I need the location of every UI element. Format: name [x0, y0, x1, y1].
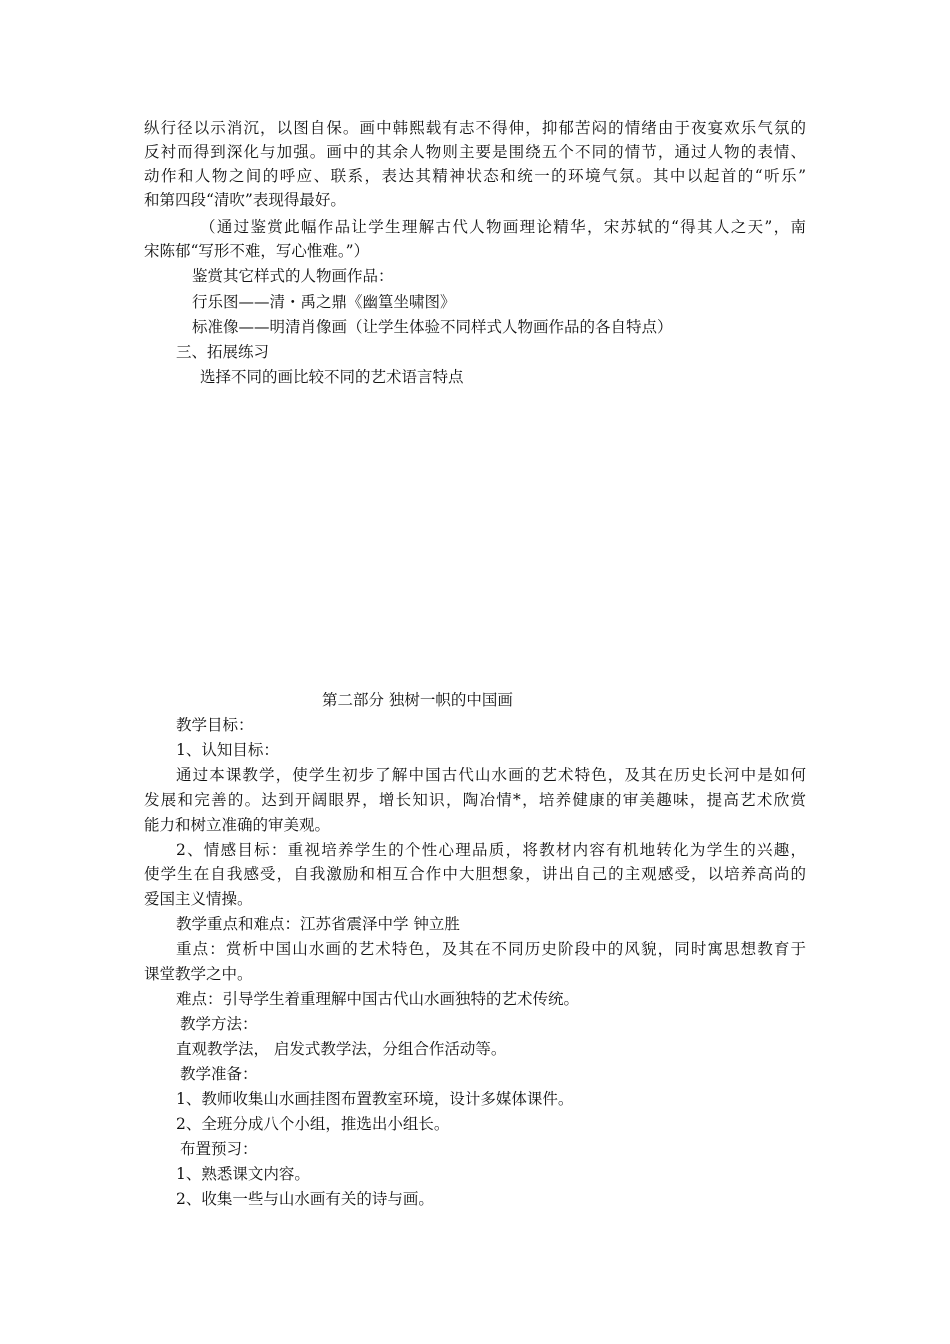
paragraph-line: 重点：赏析中国山水画的艺术特色，及其在不同历史阶段中的风貌，同时寓思想教育于: [176, 940, 806, 958]
paragraph-line: 教学准备：: [180, 1065, 258, 1083]
paragraph-line: 发展和完善的。达到开阔眼界，增长知识，陶冶情*，培养健康的审美趣味，提高艺术欣赏: [144, 791, 806, 809]
paragraph-line: 动作和人物之间的呼应、联系，表达其精神状态和统一的环境气氛。其中以起首的“听乐”: [144, 167, 806, 185]
paragraph-line: 直观教学法， 启发式教学法，分组合作活动等。: [176, 1040, 507, 1058]
section-title: 第二部分 独树一帜的中国画: [322, 691, 513, 709]
paragraph-line: 爱国主义情操。: [144, 890, 253, 908]
paragraph-line: 能力和树立准确的审美观。: [144, 816, 331, 834]
paragraph-line: 教学重点和难点：江苏省震泽中学 钟立胜: [176, 915, 460, 933]
paragraph-line: 宋陈郁“写形不难，写心惟难。”）: [144, 242, 370, 260]
paragraph-line: 鉴赏其它样式的人物画作品：: [192, 267, 394, 285]
paragraph-line: 标准像——明清肖像画（让学生体验不同样式人物画作品的各自特点）: [192, 318, 673, 336]
paragraph-line: 布置预习：: [180, 1140, 258, 1158]
paragraph-line: 行乐图——清・禹之鼎《幽篁坐啸图》: [192, 293, 456, 311]
section-heading: 三、拓展练习: [176, 343, 270, 361]
paragraph-line: 2、收集一些与山水画有关的诗与画。: [176, 1190, 434, 1208]
paragraph-line: 教学方法：: [180, 1015, 258, 1033]
paragraph-line: 1、熟悉课文内容。: [176, 1165, 310, 1183]
paragraph-line: 难点：引导学生着重理解中国古代山水画独特的艺术传统。: [176, 990, 580, 1008]
paragraph-line: 1、认知目标：: [176, 741, 279, 759]
paragraph-line: 反衬而得到深化与加强。画中的其余人物则主要是围绕五个不同的情节，通过人物的表情、: [144, 143, 806, 161]
paragraph-line: 通过本课教学，使学生初步了解中国古代山水画的艺术特色，及其在历史长河中是如何: [176, 766, 806, 784]
paragraph-line: 2、全班分成八个小组，推选出小组长。: [176, 1115, 450, 1133]
paragraph-line: 和第四段“清吹”表现得最好。: [144, 191, 346, 209]
paragraph-line: 教学目标：: [176, 716, 254, 734]
paragraph-line: 2、情感目标：重视培养学生的个性心理品质，将教材内容有机地转化为学生的兴趣，: [176, 841, 806, 859]
paragraph-line: 1、教师收集山水画挂图布置教室环境，设计多媒体课件。: [176, 1090, 574, 1108]
paragraph-line: 使学生在自我感受，自我激励和相互合作中大胆想象，讲出自己的主观感受，以培养高尚的: [144, 865, 806, 883]
paragraph-line: 选择不同的画比较不同的艺术语言特点: [200, 368, 464, 386]
paragraph-line: （通过鉴赏此幅作品让学生理解古代人物画理论精华，宋苏轼的“得其人之天”，南: [200, 218, 806, 236]
paragraph-line: 纵行径以示消沉，以图自保。画中韩熙载有志不得伸，抑郁苦闷的情绪由于夜宴欢乐气氛的: [144, 119, 806, 137]
paragraph-line: 课堂教学之中。: [144, 965, 253, 983]
